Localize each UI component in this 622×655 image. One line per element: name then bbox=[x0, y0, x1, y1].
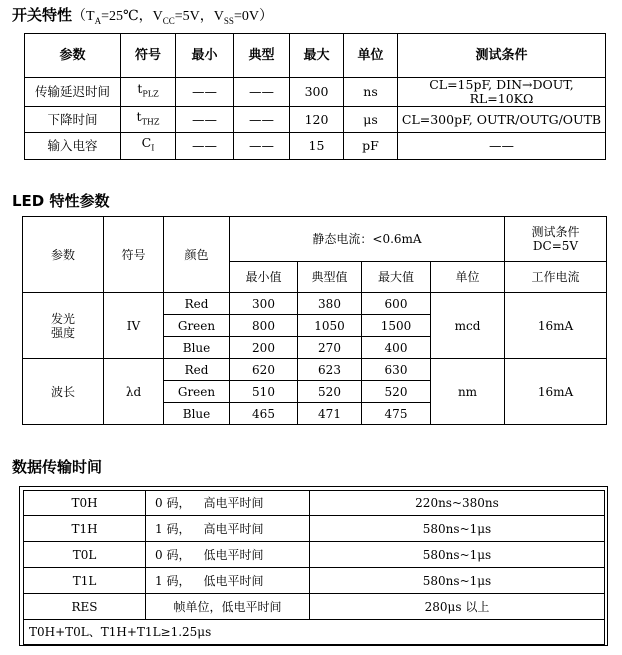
table-row bbox=[24, 568, 605, 594]
param-cell: 输入电容 bbox=[25, 133, 121, 160]
typ-cell: 471 bbox=[298, 403, 362, 425]
typ-cell: 270 bbox=[298, 337, 362, 359]
table-row bbox=[23, 359, 607, 381]
min-cell: 200 bbox=[230, 337, 298, 359]
header-color: 颜色 bbox=[164, 217, 230, 293]
table-row bbox=[24, 516, 605, 542]
header-unit: 单位 bbox=[344, 34, 398, 78]
led-section-title: LED 特性参数 bbox=[12, 192, 110, 210]
max-cell: 300 bbox=[290, 78, 344, 107]
typ-cell: —— bbox=[234, 133, 290, 160]
led-characteristics-table bbox=[22, 216, 607, 425]
timing-value-cell: 220ns~380ns bbox=[310, 491, 605, 516]
header-param: 参数 bbox=[23, 217, 104, 293]
timing-code-cell: 0 码， bbox=[146, 542, 200, 568]
timing-code-cell: 0 码， bbox=[146, 491, 200, 516]
timing-name-cell: T0L bbox=[24, 542, 146, 568]
color-cell: Blue bbox=[164, 403, 230, 425]
header-typ: 典型 bbox=[234, 34, 290, 78]
typ-cell: —— bbox=[234, 107, 290, 133]
timing-section-title: 数据传输时间 bbox=[12, 458, 103, 476]
color-cell: Green bbox=[164, 381, 230, 403]
unit-cell: nm bbox=[431, 359, 505, 425]
min-cell: —— bbox=[176, 133, 234, 160]
header-min: 最小值 bbox=[230, 262, 298, 293]
param-cell: 发光 强度 bbox=[23, 293, 104, 359]
color-cell: Red bbox=[164, 359, 230, 381]
max-cell: 15 bbox=[290, 133, 344, 160]
min-cell: —— bbox=[176, 107, 234, 133]
header-work-current: 工作电流 bbox=[505, 262, 607, 293]
color-cell: Blue bbox=[164, 337, 230, 359]
table-row bbox=[24, 542, 605, 568]
max-cell: 120 bbox=[290, 107, 344, 133]
timing-table bbox=[23, 490, 605, 645]
header-symbol: 符号 bbox=[121, 34, 176, 78]
unit-cell: ns bbox=[344, 78, 398, 107]
timing-name-cell: T1L bbox=[24, 568, 146, 594]
current-cell: 16mA bbox=[505, 293, 607, 359]
table-row bbox=[23, 293, 607, 315]
header-unit: 单位 bbox=[431, 262, 505, 293]
header-min: 最小 bbox=[176, 34, 234, 78]
color-cell: Green bbox=[164, 315, 230, 337]
min-cell: —— bbox=[176, 78, 234, 107]
table-row bbox=[24, 491, 605, 516]
symbol-cell: $C_I$ bbox=[121, 133, 176, 160]
table-row bbox=[24, 594, 605, 620]
max-cell: 600 bbox=[362, 293, 431, 315]
param-cell: 下降时间 bbox=[25, 107, 121, 133]
timing-value-cell: 580ns~1μs bbox=[310, 516, 605, 542]
timing-level-cell: 高电平时间 bbox=[200, 491, 310, 516]
condition-cell: —— bbox=[398, 133, 606, 160]
unit-cell: mcd bbox=[431, 293, 505, 359]
max-cell: 1500 bbox=[362, 315, 431, 337]
param-cell: 传输延迟时间 bbox=[25, 78, 121, 107]
switch-section-title: 开关特性（$T_A=25℃$，$V_{CC}=5V$，$V_{SS}=0V$） bbox=[12, 6, 273, 26]
timing-level-cell: 高电平时间 bbox=[200, 516, 310, 542]
table-header-row bbox=[25, 34, 606, 78]
header-symbol: 符号 bbox=[104, 217, 164, 293]
table-row bbox=[25, 78, 606, 107]
min-cell: 300 bbox=[230, 293, 298, 315]
symbol-cell: λd bbox=[104, 359, 164, 425]
condition-cell: CL=15pF, DIN→DOUT, RL=10KΩ bbox=[398, 78, 606, 107]
unit-cell: pF bbox=[344, 133, 398, 160]
param-cell: 波长 bbox=[23, 359, 104, 425]
min-cell: 800 bbox=[230, 315, 298, 337]
table-footer-row bbox=[24, 620, 605, 645]
typ-cell: 380 bbox=[298, 293, 362, 315]
max-cell: 400 bbox=[362, 337, 431, 359]
header-typ: 典型值 bbox=[298, 262, 362, 293]
color-cell: Red bbox=[164, 293, 230, 315]
timing-name-cell: T0H bbox=[24, 491, 146, 516]
timing-level-cell: 低电平时间 bbox=[200, 542, 310, 568]
timing-code-level-cell: 帧单位，低电平时间 bbox=[146, 594, 310, 620]
max-cell: 475 bbox=[362, 403, 431, 425]
current-cell: 16mA bbox=[505, 359, 607, 425]
header-test-condition: 测试条件 bbox=[398, 34, 606, 78]
header-max: 最大值 bbox=[362, 262, 431, 293]
header-static-current: 静态电流：<0.6mA bbox=[230, 217, 505, 262]
table-row bbox=[25, 107, 606, 133]
timing-value-cell: 280μs 以上 bbox=[310, 594, 605, 620]
timing-code-cell: 1 码， bbox=[146, 516, 200, 542]
header-max: 最大 bbox=[290, 34, 344, 78]
timing-code-cell: 1 码， bbox=[146, 568, 200, 594]
min-cell: 510 bbox=[230, 381, 298, 403]
switch-characteristics-table bbox=[24, 33, 606, 160]
typ-cell: 1050 bbox=[298, 315, 362, 337]
table-row bbox=[25, 133, 606, 160]
symbol-cell: IV bbox=[104, 293, 164, 359]
max-cell: 630 bbox=[362, 359, 431, 381]
timing-value-cell: 580ns~1μs bbox=[310, 568, 605, 594]
min-cell: 620 bbox=[230, 359, 298, 381]
max-cell: 520 bbox=[362, 381, 431, 403]
timing-name-cell: RES bbox=[24, 594, 146, 620]
typ-cell: 623 bbox=[298, 359, 362, 381]
timing-value-cell: 580ns~1μs bbox=[310, 542, 605, 568]
unit-cell: μs bbox=[344, 107, 398, 133]
timing-level-cell: 低电平时间 bbox=[200, 568, 310, 594]
led-header-row-1 bbox=[23, 217, 607, 262]
switch-test-conditions: （$T_A=25℃$，$V_{CC}=5V$，$V_{SS}=0V$） bbox=[72, 9, 273, 26]
min-cell: 465 bbox=[230, 403, 298, 425]
symbol-cell: $t_{PLZ}$ bbox=[121, 78, 176, 107]
typ-cell: —— bbox=[234, 78, 290, 107]
timing-name-cell: T1H bbox=[24, 516, 146, 542]
header-param: 参数 bbox=[25, 34, 121, 78]
typ-cell: 520 bbox=[298, 381, 362, 403]
timing-footer-note: T0H+T0L、T1H+T1L≥1.25μs bbox=[24, 620, 605, 645]
header-test-condition: 测试条件 DC=5V bbox=[505, 217, 607, 262]
symbol-cell: $t_{THZ}$ bbox=[121, 107, 176, 133]
condition-cell: CL=300pF, OUTR/OUTG/OUTB bbox=[398, 107, 606, 133]
